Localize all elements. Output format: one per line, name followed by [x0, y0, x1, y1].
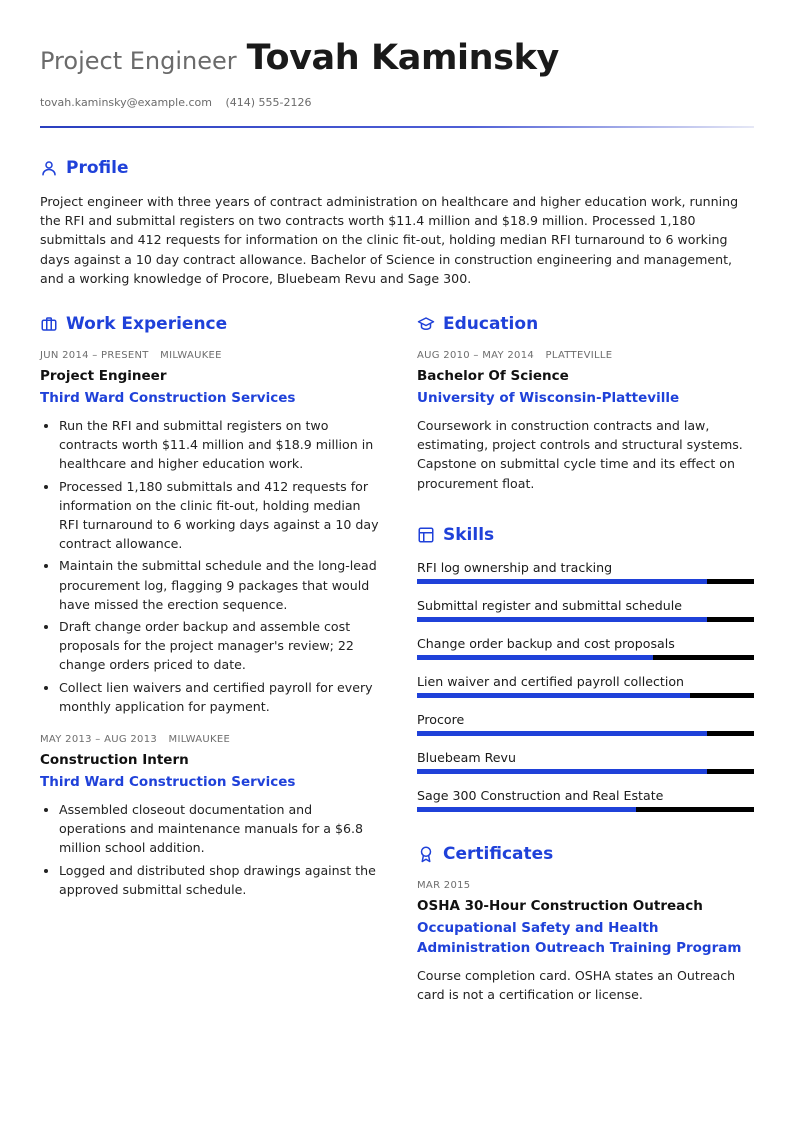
skills-list: [417, 559, 754, 812]
certificate-date: MAR 2015: [417, 879, 471, 891]
skill-level-bar: [417, 655, 754, 660]
user-icon: [40, 159, 58, 177]
skill-level-bar: [417, 731, 754, 736]
email-text: tovah.kaminsky@example.com: [40, 96, 212, 109]
layout-grid-icon: [417, 526, 435, 544]
skill-level-bar: [417, 693, 754, 698]
candidate-name: Tovah Kaminsky: [246, 38, 559, 78]
skill-level-fill: [417, 731, 707, 736]
skill-level-fill: [417, 655, 653, 660]
skill-name: Change order backup and cost proposals: [417, 635, 675, 651]
job-meta: [40, 350, 380, 361]
skill-name: Bluebeam Revu: [417, 749, 516, 765]
job-bullet: • Assembled closeout documentation and operations and maintenance manuals for a $6.8 million school addition.: [59, 800, 380, 858]
skill-level-bar: [417, 579, 754, 584]
education-heading-label: Education: [443, 314, 539, 334]
skill-level-bar: [417, 769, 754, 774]
job-dates: MAY 2013 – AUG 2013: [40, 734, 158, 746]
skills-section: [417, 525, 754, 812]
briefcase-icon: [40, 315, 58, 333]
job-location: MILWAUKEE: [168, 734, 231, 746]
work-experience-section: [40, 314, 380, 902]
award-ribbon-icon: [417, 845, 435, 863]
certificate-title: OSHA 30-Hour Construction Outreach: [417, 897, 703, 914]
certificate-description: Course completion card. OSHA states an Outreach card is not a certification or license.: [417, 967, 736, 1003]
profile-summary: Project engineer with three years of contract administration on healthcare and higher education work, running the RFI and submittal registers on two contracts worth $11.4 million and $18.9 million. Processed 1,180 submittals and 412 requests for information on the clinic fit-out, holding median RFI turnaround to 6 working days against a 10 day contract allowance. Bachelor of Science in construction engineering and management, and a working knowledge of Procore, Bluebeam Revu and Sage 300.: [40, 194, 739, 286]
skill-level-fill: [417, 579, 707, 584]
certificates-section: [417, 844, 754, 1004]
certificates-heading-label: Certificates: [443, 843, 554, 864]
job-employer: Third Ward Construction Services: [40, 774, 296, 791]
education-description: Coursework in construction contracts and law, estimating, project controls and structural systems. Capstone on submittal cycle time and its effect on procurement float.: [417, 418, 743, 491]
degree-title: Bachelor Of Science: [417, 368, 569, 384]
job-meta: [40, 734, 380, 745]
profile-heading: [40, 158, 754, 178]
job-employer: Third Ward Construction Services: [40, 390, 296, 406]
skill-level-fill: [417, 769, 707, 774]
certificate-issuer: Occupational Safety and Health Administration Outreach Training Program: [417, 919, 742, 956]
job-bullets: [40, 416, 380, 716]
skill-item: [417, 635, 754, 660]
job-entry: [40, 734, 380, 899]
job-bullet: • Logged and distributed shop drawings against the approved submittal schedule.: [59, 861, 380, 899]
skill-level-fill: [417, 693, 690, 698]
skill-item: [417, 711, 754, 736]
skill-name: Lien waiver and certified payroll collection: [417, 673, 685, 689]
job-dates: JUN 2014 – PRESENT: [40, 350, 149, 361]
skill-item: [417, 749, 754, 774]
job-location: MILWAUKEE: [160, 350, 222, 361]
skill-level-fill: [417, 807, 636, 812]
education-dates: AUG 2010 – MAY 2014: [417, 350, 535, 361]
job-title: Project Engineer: [40, 368, 167, 384]
school-name: University of Wisconsin-Platteville: [417, 390, 680, 406]
job-bullet: • Run the RFI and submittal registers on two contracts worth $11.4 million and $18.9 million in healthcare and higher education work.: [59, 416, 380, 474]
graduation-cap-icon: [417, 315, 435, 333]
skills-heading-label: Skills: [443, 524, 495, 545]
profile-section: [40, 158, 754, 288]
skill-item: [417, 787, 754, 812]
job-entry: [40, 350, 380, 716]
skill-item: [417, 673, 754, 698]
education-meta: [417, 350, 754, 361]
job-bullet: • Processed 1,180 submittals and 412 requests for information on the clinic fit-out, holding median RFI turnaround to 6 working days against a 10 day contract allowance.: [59, 477, 380, 554]
skill-name: Procore: [417, 711, 465, 727]
education-heading: [417, 314, 754, 334]
skill-name: RFI log ownership and tracking: [417, 559, 613, 575]
education-location: PLATTEVILLE: [545, 350, 613, 361]
work-heading-label: Work Experience: [66, 314, 228, 334]
right-column: [417, 314, 754, 1004]
header-divider: [40, 126, 754, 128]
job-title: Construction Intern: [40, 752, 189, 769]
job-role: Project Engineer: [40, 47, 237, 75]
phone-text: (414) 555-2126: [225, 96, 312, 109]
contact-line: [40, 96, 322, 109]
job-bullet: • Draft change order backup and assemble cost proposals for the project manager's review; 22 change orders priced to date.: [59, 617, 380, 675]
skill-item: [417, 559, 754, 584]
certificates-heading: [417, 844, 754, 864]
work-heading: [40, 314, 380, 334]
job-bullets: [40, 800, 380, 899]
skill-item: [417, 597, 754, 622]
skill-name: Sage 300 Construction and Real Estate: [417, 787, 664, 803]
resume-header: [40, 38, 754, 109]
profile-heading-label: Profile: [66, 158, 129, 178]
job-bullet: • Collect lien waivers and certified payroll for every monthly application for payment.: [59, 678, 380, 716]
skills-heading: [417, 525, 754, 545]
job-bullet: • Maintain the submittal schedule and the long-lead procurement log, flagging 9 packages that would have missed the erection sequence.: [59, 556, 380, 614]
skill-level-bar: [417, 807, 754, 812]
skill-level-fill: [417, 617, 707, 622]
skill-level-bar: [417, 617, 754, 622]
skill-name: Submittal register and submittal schedule: [417, 597, 682, 613]
title-line: [40, 38, 754, 78]
education-section: [417, 314, 754, 493]
